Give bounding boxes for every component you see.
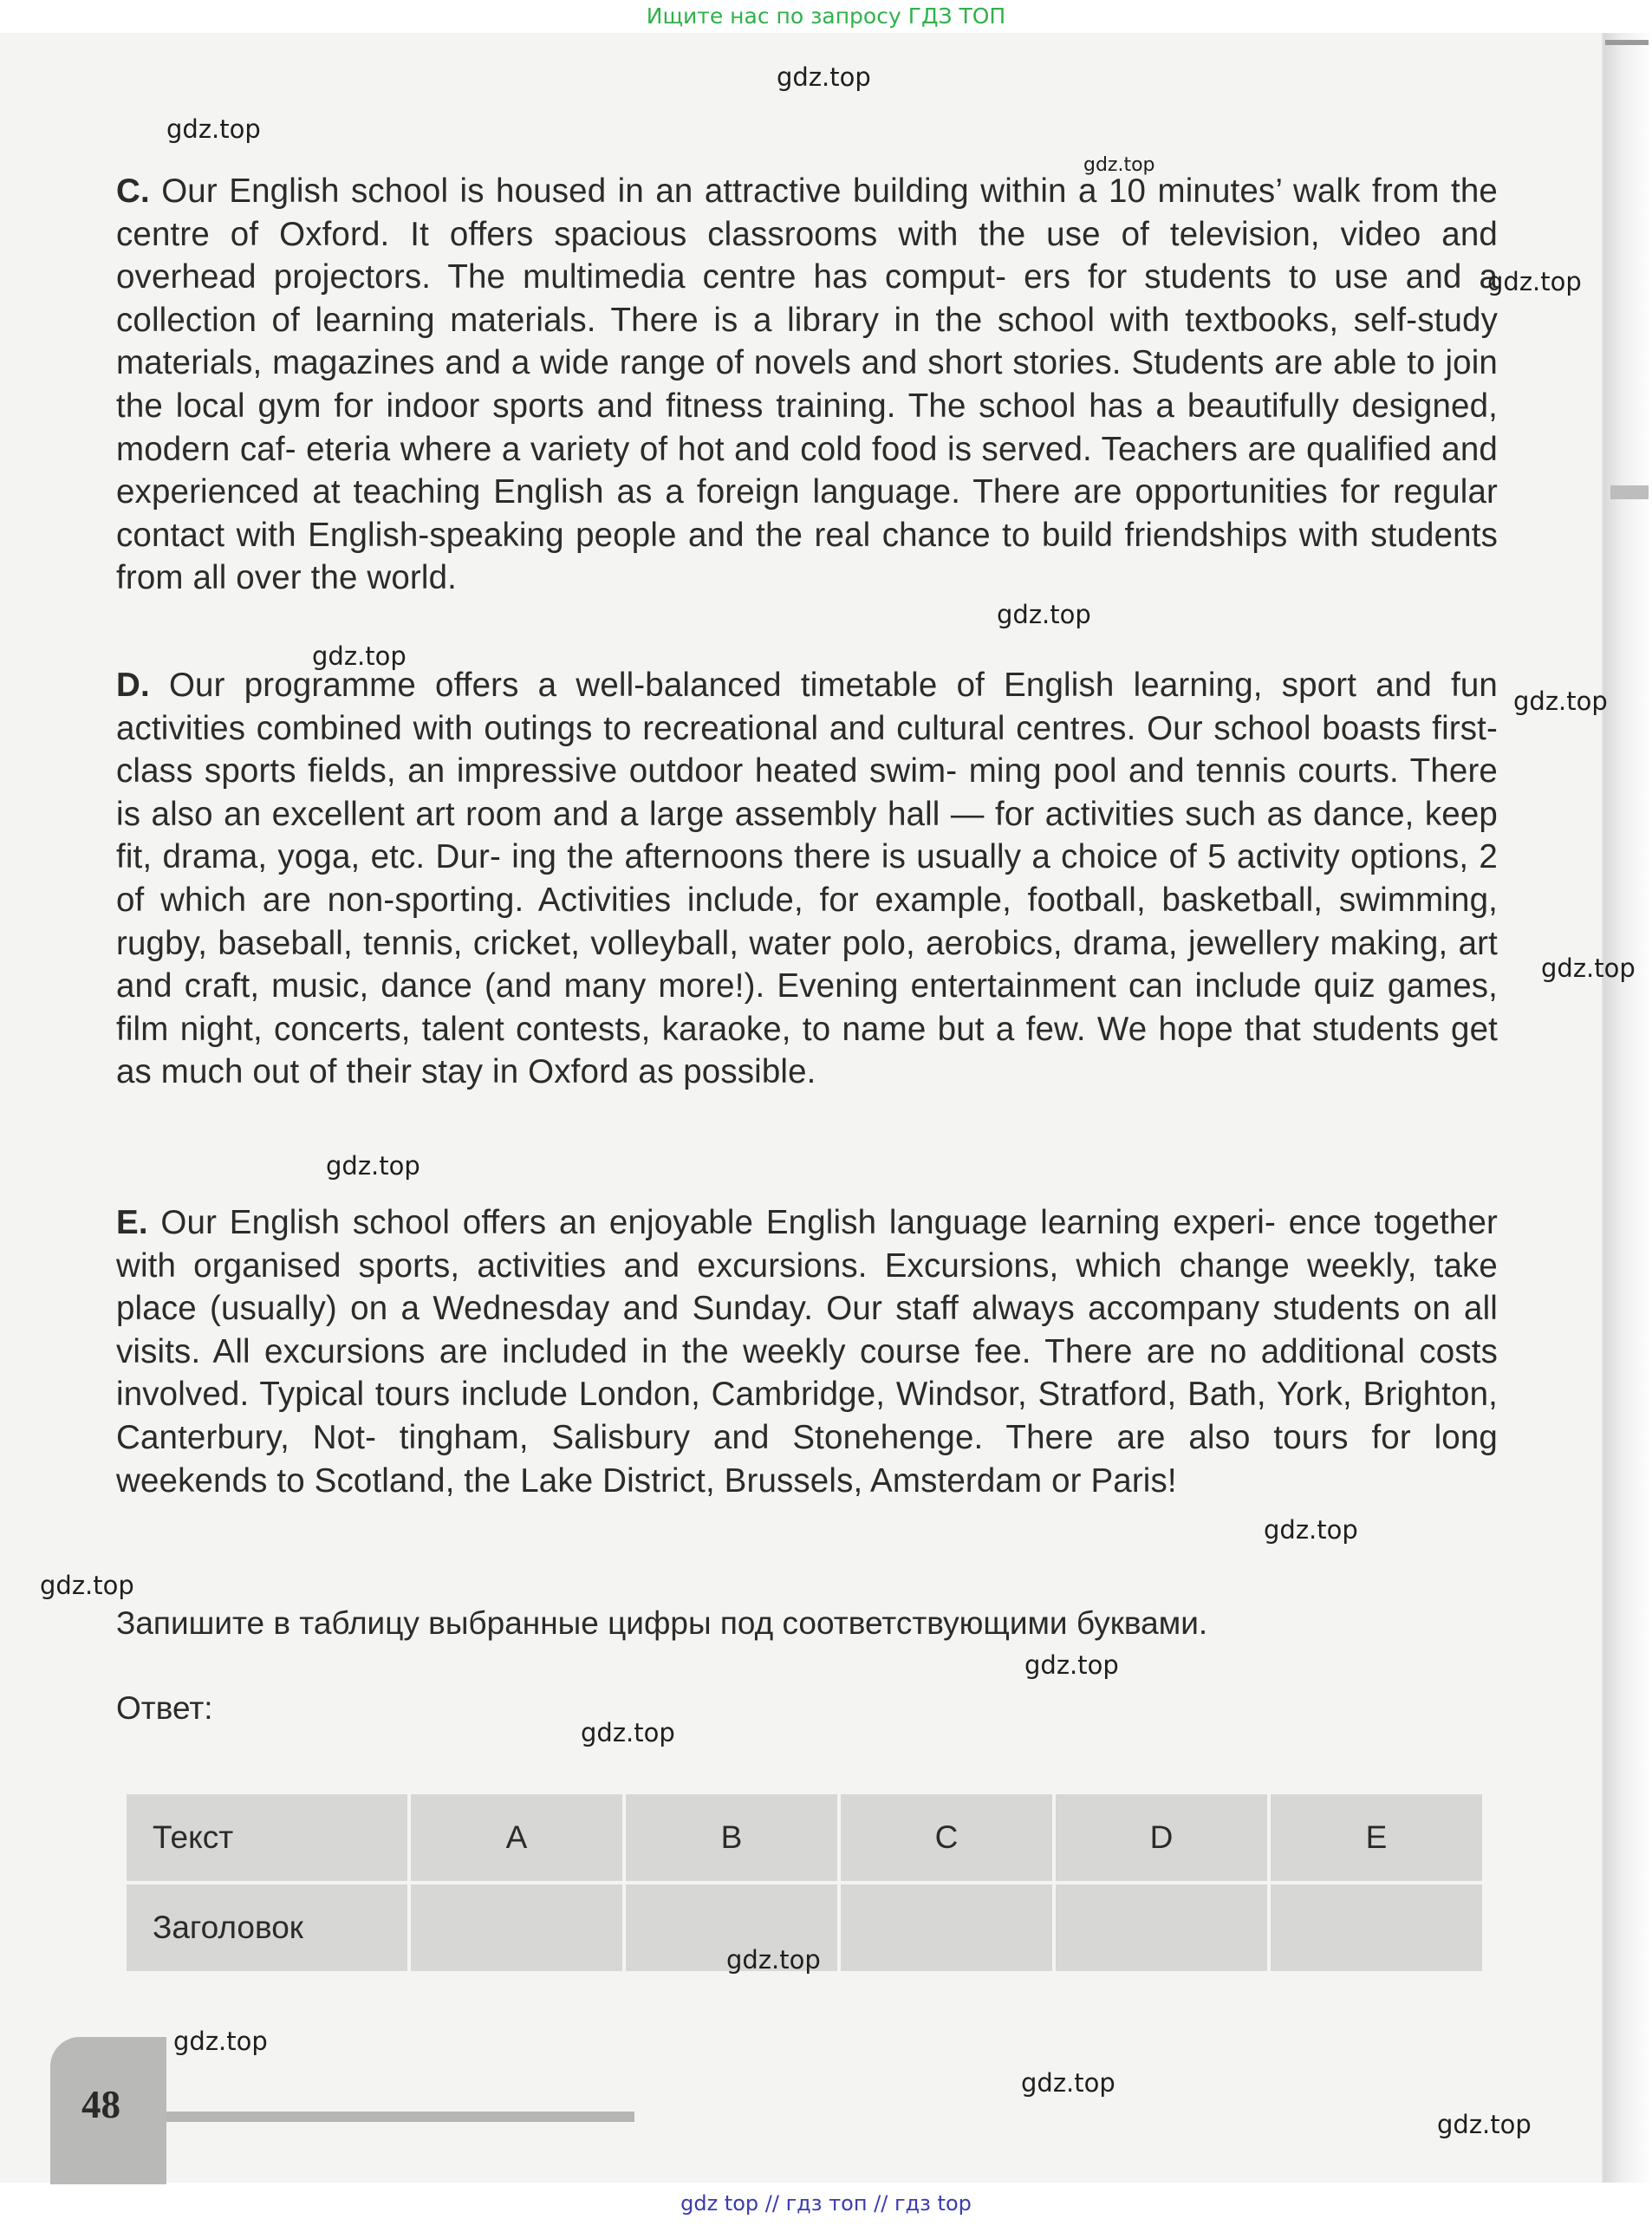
watermark: gdz.top <box>1264 1515 1358 1545</box>
table-letter-a: A <box>411 1794 622 1881</box>
table-letter-d: D <box>1056 1794 1267 1881</box>
answer-cell-d[interactable] <box>1056 1884 1267 1971</box>
page-edge-mark-top <box>1605 40 1649 45</box>
paragraph-text: Our programme offers a well-balanced timetable of English learning, sport and fun activities combined with outings to recreational and cultural centres. Our school boasts first-class sports fields, an impressive outdoor heated swim- ming pool and tennis courts. There is also an excellent art room and a large assembly hall — for activities such as dance, keep fit, drama, yoga, etc. Dur- ing the afternoons there is usually a choice of 5 activity options, 2 of which are non-sporting. Activities include, for example, football, basketball, swimming, rugby, baseball, tennis, cricket, volleyball, water polo, aerobics, drama, jewellery making, art and craft, music, dance (and many more!). Evening entertainment can include quiz games, film night, concerts, talent contests, karaoke, to name but a few. We hope that students get as much out of their stay in Oxford as possible. <box>116 667 1498 1091</box>
paragraph-text: Our English school is housed in an attractive building within a 10 minutes’ walk from the centre of Oxford. It offers spacious classrooms with the use of television, video and overhead projectors. The multimedia centre has comput- ers for students to use and a collection of learning materials. There is a library in the school with textbooks, self-study materials, magazines and a wide range of novels and short stories. Students are able to join the local gym for indoor sports and fitness training. The school has a beautifully designed, modern caf- eteria where a variety of hot and cold food is served. Teachers are qualified and experienced at teaching English as a foreign language. There are opportunities for regular contact with English-speaking people and the real chance to build friendships with students from all over the world. <box>116 172 1498 597</box>
watermark: gdz.top <box>40 1571 134 1600</box>
table-letter-b: B <box>626 1794 837 1881</box>
watermark: gdz.top <box>166 114 261 144</box>
watermark: gdz.top <box>1487 267 1582 296</box>
page-edge-shadow <box>1603 33 1652 2183</box>
page-edge-mark <box>1610 485 1649 499</box>
paragraph-text: Our English school offers an enjoyable English language learning experi- ence together with organised sports, activities and excursions. Excursions, which change weekly, take place (usually) on a Wednesday and Sunday. Our staff always accompany students on all visits. All excursions are included in the weekly course fee. There are no additional costs involved. Typical tours include London, Cambridge, Windsor, Stratford, Bath, York, Brighton, Canterbury, Not- tingham, Salisbury and Stonehenge. There are also tours for long weekends to Scotland, the Lake District, Brussels, Amsterdam or Paris! <box>116 1204 1498 1500</box>
watermark: gdz.top <box>997 600 1091 629</box>
task-instruction: Запишите в таблицу выбранные цифры под соответствующими буквами. <box>116 1605 1208 1641</box>
table-letter-c: C <box>841 1794 1052 1881</box>
watermark: gdz.top <box>326 1151 420 1181</box>
paragraph-letter: D. <box>116 667 150 704</box>
paragraph-e <box>116 1201 1498 1502</box>
answer-cell-a[interactable] <box>411 1884 622 1971</box>
watermark: gdz.top <box>777 62 871 92</box>
bottom-banner[interactable]: gdz top // гдз топ // гдз top <box>680 2191 972 2216</box>
watermark: gdz.top <box>1083 154 1155 176</box>
watermark: gdz.top <box>1437 2110 1532 2139</box>
watermark: gdz.top <box>312 641 406 671</box>
paragraph-d <box>116 664 1498 1094</box>
answer-cell-e[interactable] <box>1271 1884 1482 1971</box>
watermark: gdz.top <box>1024 1650 1119 1680</box>
paragraph-c <box>116 170 1498 600</box>
watermark: gdz.top <box>581 1718 675 1747</box>
page-number: 48 <box>81 2083 120 2126</box>
watermark: gdz.top <box>1021 2068 1115 2098</box>
top-banner[interactable]: Ищите нас по запросу ГДЗ ТОП <box>646 3 1006 29</box>
watermark: gdz.top <box>1541 953 1636 983</box>
paragraph-letter: C. <box>116 172 150 210</box>
watermark: gdz.top <box>726 1945 821 1975</box>
page-footer-line <box>166 2112 634 2122</box>
watermark: gdz.top <box>1513 687 1608 716</box>
table-header-title: Заголовок <box>127 1884 407 1971</box>
table-header-text: Текст <box>127 1794 407 1881</box>
answer-cell-c[interactable] <box>841 1884 1052 1971</box>
table-letter-e: E <box>1271 1794 1482 1881</box>
answer-label: Ответ: <box>116 1690 213 1726</box>
paragraph-letter: E. <box>116 1204 148 1241</box>
watermark: gdz.top <box>173 2027 268 2056</box>
